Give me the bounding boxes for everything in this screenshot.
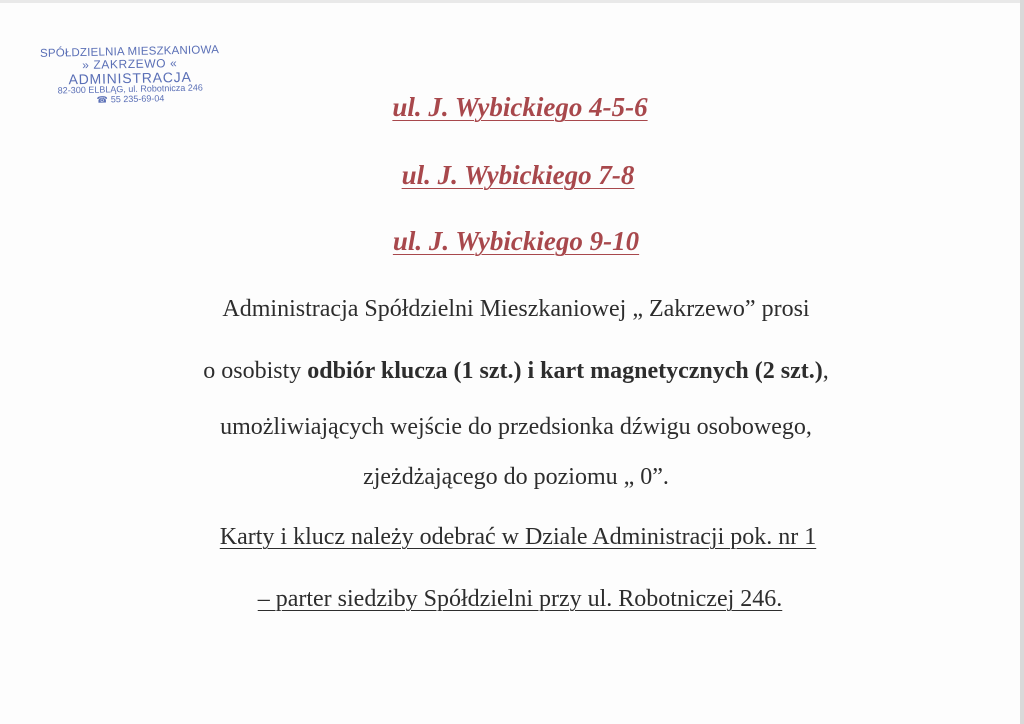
heading-address-2-text: ul. J. Wybickiego 7-8 [401, 160, 635, 190]
body-line-5-text: Karty i klucz należy odebrać w Dziale Administracji pok. nr 1 [219, 524, 817, 550]
stamp-phone-number: 55 235-69-04 [110, 93, 165, 105]
body-line-5 [0, 524, 1024, 551]
heading-address-3-text: ul. J. Wybickiego 9-10 [392, 226, 640, 256]
scan-edge-top [0, 0, 1024, 3]
heading-address-2 [0, 160, 1024, 191]
body-line-1: Administracja Spółdzielni Mieszkaniowej „ Zakrzewo” prosi [222, 296, 810, 322]
heading-address-1 [0, 92, 1024, 123]
body-line-6-text: – parter siedziby Spółdzielni przy ul. Robotniczej 246. [257, 586, 783, 612]
heading-address-3 [0, 226, 1024, 257]
phone-icon: ☎ [96, 94, 108, 105]
body-line-2-suffix: , [822, 358, 829, 384]
stamp-line-administration: ADMINISTRACJA [68, 68, 192, 87]
body-line-2 [0, 358, 1024, 385]
stamp-line-address: 82-300 ELBLĄG, ul. Robotnicza 246 [57, 82, 203, 96]
body-line-2-bold: odbiór klucza (1 szt.) i kart magnetycznych (2 szt.) [307, 358, 823, 384]
body-line-3: umożliwiających wejście do przedsionka dźwigu osobowego, [220, 414, 812, 440]
heading-address-1-text: ul. J. Wybickiego 4-5-6 [392, 92, 648, 122]
body-line-4: zjeżdżającego do poziomu „ 0”. [363, 464, 669, 490]
body-line-2-prefix: o osobisty [203, 358, 308, 384]
body-line-6 [0, 586, 1024, 613]
stamp-line-zakrzewo: » ZAKRZEWO « [82, 56, 178, 73]
stamp-line-cooperative: SPÓŁDZIELNIA MIESZKANIOWA [39, 44, 220, 60]
